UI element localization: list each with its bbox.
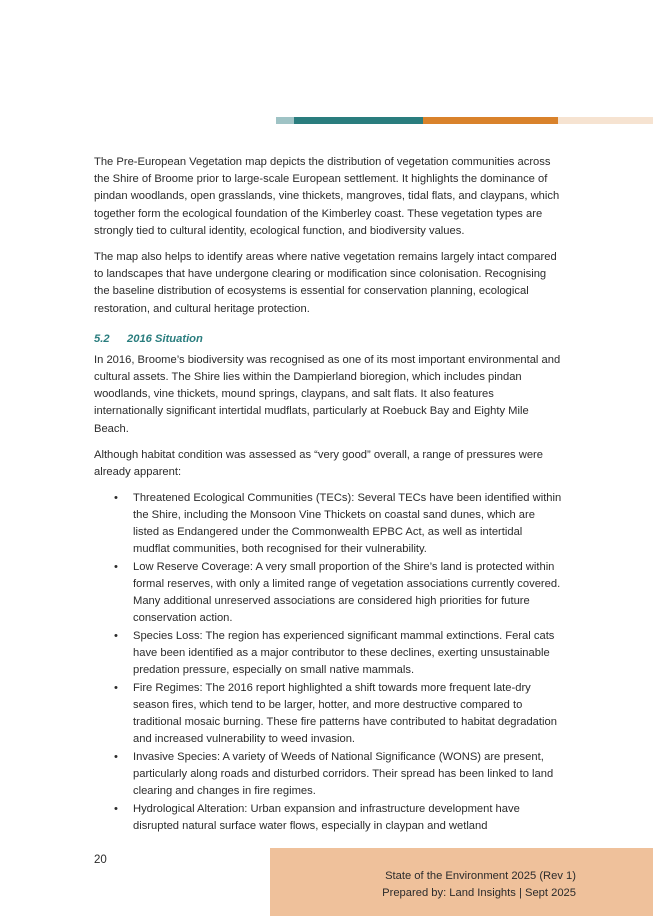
section-paragraph: In 2016, Broome’s biodiversity was recognised as one of its most important environmental and cultural assets. The Shire lies within the Dampierland bioregion, which includes pindan woodlands, vine thickets, mound springs, claypans, and salt flats. It also features internationally significant intertidal mudflats, particularly at Roebuck Bay and Eighty Mile Beach. — [94, 353, 561, 435]
intro-paragraph: The Pre-European Vegetation map depicts the distribution of vegetation communities across the Shire of Broome prior to large-scale European settlement. It highlights the dominance of pindan woodlands, open grasslands, vine thickets, mangroves, tidal flats, and claypans, which together form the ecological foundation of the Kimberley coast. These vegetation types are strongly tied to cultural identity, ecological function, and biodiversity values. — [94, 156, 560, 237]
footer-banner — [270, 848, 653, 916]
list-item — [94, 559, 562, 627]
list-item — [94, 801, 562, 835]
list-item-text: Invasive Species: A variety of Weeds of National Significance (WONS) are present, particularly along roads and disturbed corridors. Their spread has been linked to land clearing and changes in fire regimes. — [133, 751, 554, 798]
header-bar-teal — [294, 117, 423, 124]
list-item-text: Hydrological Alteration: Urban expansion and infrastructure development have disrupted natural surface water flows, especially in claypan and wetland — [133, 803, 520, 833]
bullet-icon: • — [114, 630, 118, 643]
page-content — [94, 154, 562, 836]
header-bar-cream — [558, 117, 653, 124]
section-heading — [94, 331, 562, 348]
section-title: 2016 Situation — [127, 332, 203, 345]
list-item-text: Low Reserve Coverage: A very small proportion of the Shire’s land is protected within formal reserves, with only a limited range of vegetation associations currently covered. Many additional unreserved associations are considered high priorities for future conservation action. — [133, 561, 561, 625]
bullet-icon: • — [114, 803, 118, 816]
header-bar-light-teal — [276, 117, 294, 124]
pressure-list — [94, 490, 562, 835]
list-item-text: Threatened Ecological Communities (TECs): Several TECs have been identified within the Shire, including the Monsoon Vine Thickets on coastal sand dunes, which are listed as Endangered under the Commonwealth EPBC Act, as well as intertidal mudflat communities, both recognised for their vulnerability. — [133, 492, 562, 556]
bullet-icon: • — [114, 492, 118, 505]
list-item-text: Fire Regimes: The 2016 report highlighted a shift towards more frequent late-dry season fires, which tend to be larger, hotter, and more destructive compared to traditional mosaic burning. These fire patterns have contributed to habitat degradation and increased vulnerability to weed invasion. — [133, 682, 557, 746]
bullet-icon: • — [114, 561, 118, 574]
header-bar-orange — [423, 117, 558, 124]
bullet-icon: • — [114, 751, 118, 764]
footer-report-title: State of the Environment 2025 (Rev 1) — [385, 870, 576, 882]
list-item-text: Species Loss: The region has experienced significant mammal extinctions. Feral cats have been identified as a major contributor to these declines, exerting unsustainable predation pressure, especially on small native mammals. — [133, 630, 555, 677]
list-item — [94, 680, 562, 748]
intro-paragraph: The map also helps to identify areas where native vegetation remains largely intact compared to landscapes that have undergone clearing or modification since colonisation. Recognising the baseline distribution of ecosystems is essential for conservation planning, ecological restoration, and cultural heritage protection. — [94, 251, 557, 315]
header-color-bars — [276, 117, 653, 124]
section-number: 5.2 — [94, 332, 110, 345]
footer-text — [382, 868, 576, 902]
footer-prepared-by: Prepared by: Land Insights | Sept 2025 — [382, 887, 576, 899]
section-paragraph: Although habitat condition was assessed as “very good” overall, a range of pressures were already apparent: — [94, 448, 543, 479]
list-item — [94, 749, 562, 800]
list-item — [94, 490, 562, 558]
page-number: 20 — [94, 854, 107, 866]
list-item — [94, 628, 562, 679]
bullet-icon: • — [114, 682, 118, 695]
